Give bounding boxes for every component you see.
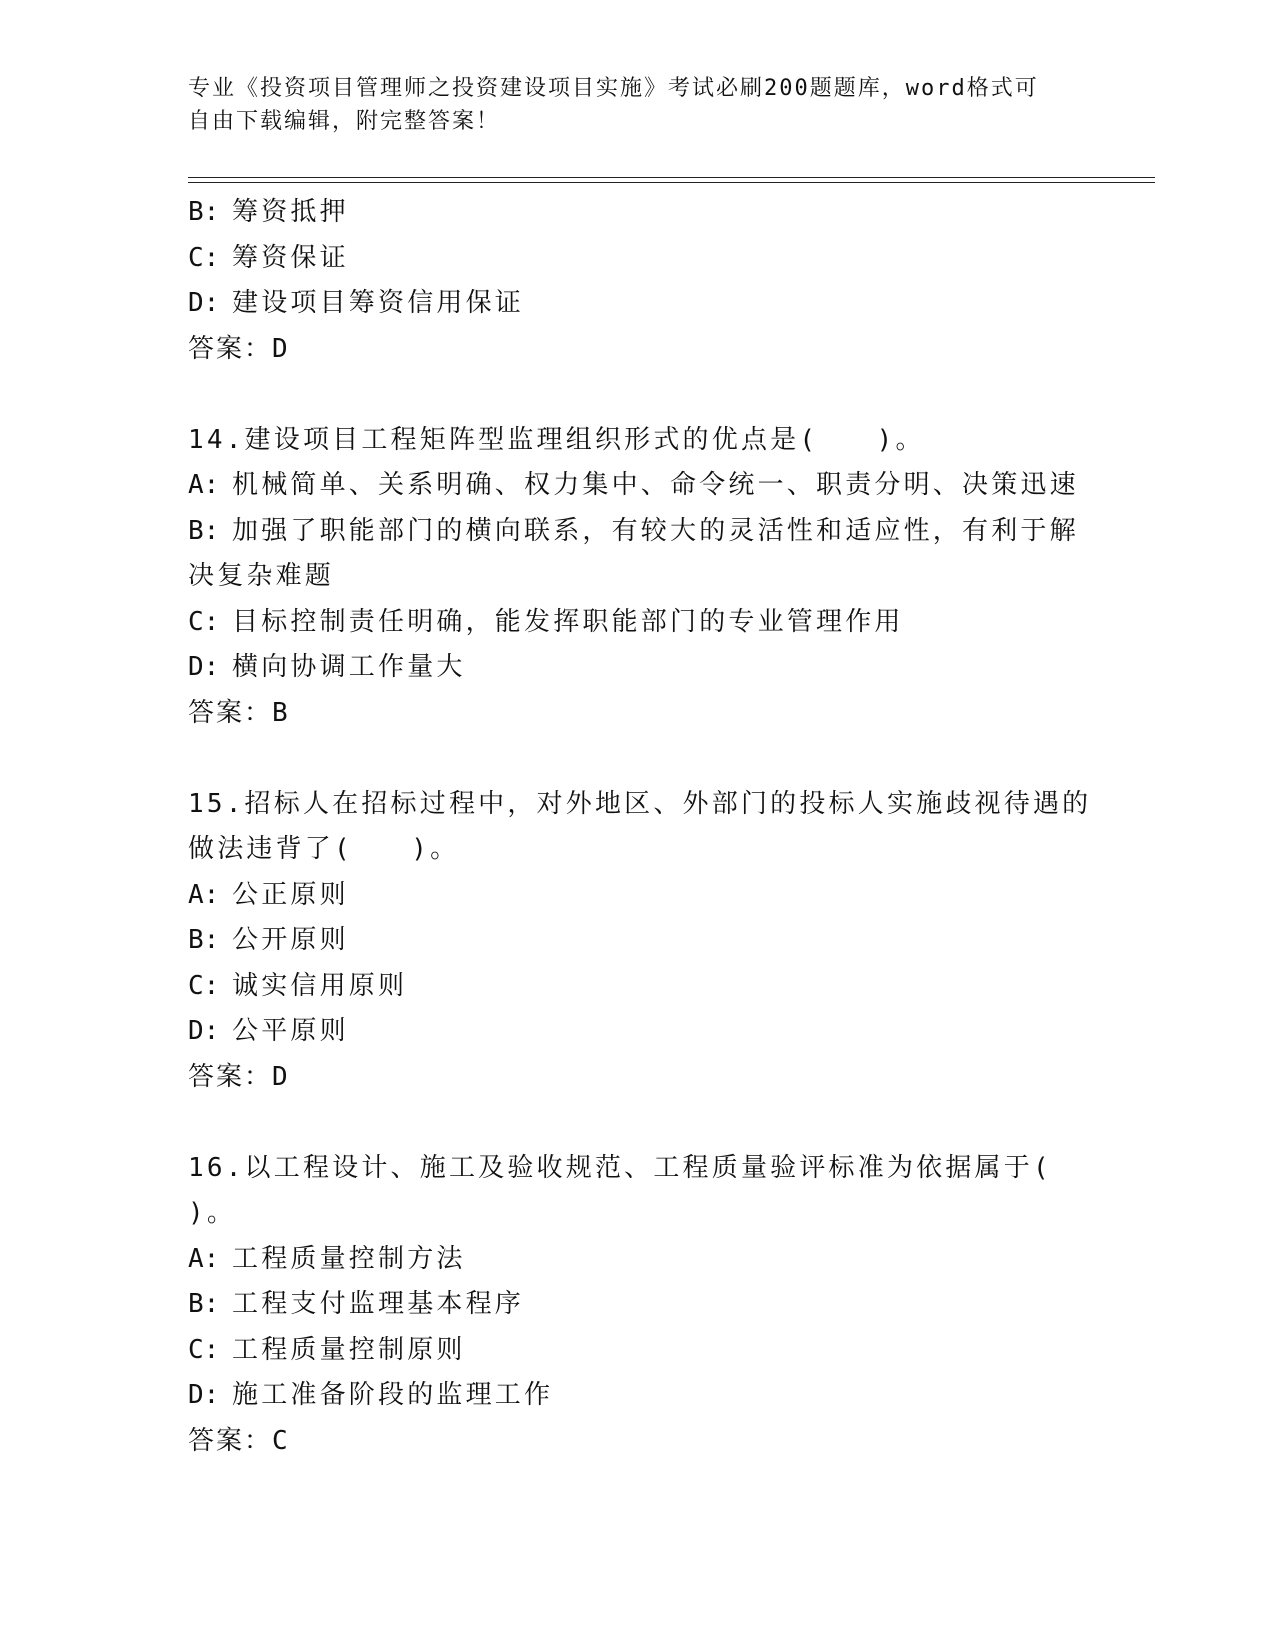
option-c (188, 964, 1088, 1010)
option-label: D: (188, 288, 220, 318)
option-c (188, 236, 1088, 282)
option-a (188, 463, 1088, 509)
question-stem: 14.建设项目工程矩阵型监理组织形式的优点是( )。 (188, 424, 925, 455)
option-d (188, 1373, 1088, 1419)
option-b (188, 918, 1088, 964)
option-text: 建设项目筹资信用保证 (232, 288, 525, 318)
option-label: B: (188, 197, 220, 227)
option-d (188, 281, 1088, 327)
answer-line: 答案：D (188, 1061, 290, 1092)
option-text: 公平原则 (232, 1016, 349, 1046)
spacer (188, 736, 1088, 782)
option-text: 工程质量控制原则 (232, 1334, 466, 1365)
header-divider-top (188, 177, 1155, 178)
option-d (188, 1009, 1088, 1055)
option-text: 加强了职能部门的横向联系，有较大的灵活性和适应性，有利于解 (232, 515, 1079, 546)
question-stem: 16.以工程设计、施工及验收规范、工程质量验评标准为依据属于( (188, 1152, 1052, 1183)
header-divider-bottom (188, 182, 1155, 183)
answer-line: 答案：B (188, 697, 290, 728)
question-15 (188, 782, 1092, 1101)
option-text: 横向协调工作量大 (232, 652, 466, 682)
option-label: C: (188, 970, 220, 1001)
option-b (188, 509, 1088, 555)
option-a (188, 1237, 1088, 1283)
option-text: 筹资保证 (232, 242, 349, 273)
option-b (188, 1282, 1088, 1328)
question-stem-continued: )。 (188, 1198, 237, 1228)
option-label: C: (188, 1334, 220, 1365)
option-text: 诚实信用原则 (232, 970, 408, 1001)
answer-line: 答案：C (188, 1425, 290, 1456)
question-16 (188, 1146, 1088, 1465)
option-label: C: (188, 606, 220, 637)
option-label: A: (188, 1243, 220, 1274)
spacer (188, 372, 1088, 418)
option-d (188, 645, 1088, 691)
option-c (188, 600, 1088, 646)
option-text: 筹资抵押 (232, 197, 349, 227)
option-text: 工程支付监理基本程序 (232, 1289, 525, 1319)
option-label: B: (188, 1289, 220, 1319)
question-14 (188, 418, 1088, 737)
option-c (188, 1328, 1088, 1374)
option-b-continued: 决复杂难题 (188, 561, 335, 591)
spacer (188, 1100, 1088, 1146)
option-b (188, 190, 1088, 236)
option-label: D: (188, 1016, 220, 1046)
question-content (188, 190, 1092, 1464)
option-label: C: (188, 242, 220, 273)
option-text: 公开原则 (232, 925, 349, 955)
option-a (188, 873, 1088, 919)
option-text: 机械简单、关系明确、权力集中、命令统一、职责分明、决策迅速 (232, 470, 1079, 500)
option-text: 施工准备阶段的监理工作 (232, 1380, 554, 1410)
prev-question-block (188, 190, 1088, 372)
option-label: D: (188, 652, 220, 682)
header-line-1: 专业《投资项目管理师之投资建设项目实施》考试必刷200题题库，word格式可 (188, 76, 1039, 101)
option-label: B: (188, 925, 220, 955)
option-text: 目标控制责任明确，能发挥职能部门的专业管理作用 (232, 606, 904, 637)
answer-line: 答案：D (188, 333, 290, 364)
question-stem-continued: 做法违背了( )。 (188, 834, 460, 864)
option-label: A: (188, 879, 220, 910)
option-text: 工程质量控制方法 (232, 1243, 466, 1274)
option-label: A: (188, 470, 220, 500)
question-stem: 15.招标人在招标过程中，对外地区、外部门的投标人实施歧视待遇的 (188, 788, 1092, 819)
document-header (188, 72, 1068, 138)
option-label: B: (188, 515, 220, 546)
header-line-2: 自由下载编辑，附完整答案！ (188, 109, 501, 134)
option-label: D: (188, 1380, 220, 1410)
option-text: 公正原则 (232, 879, 349, 910)
